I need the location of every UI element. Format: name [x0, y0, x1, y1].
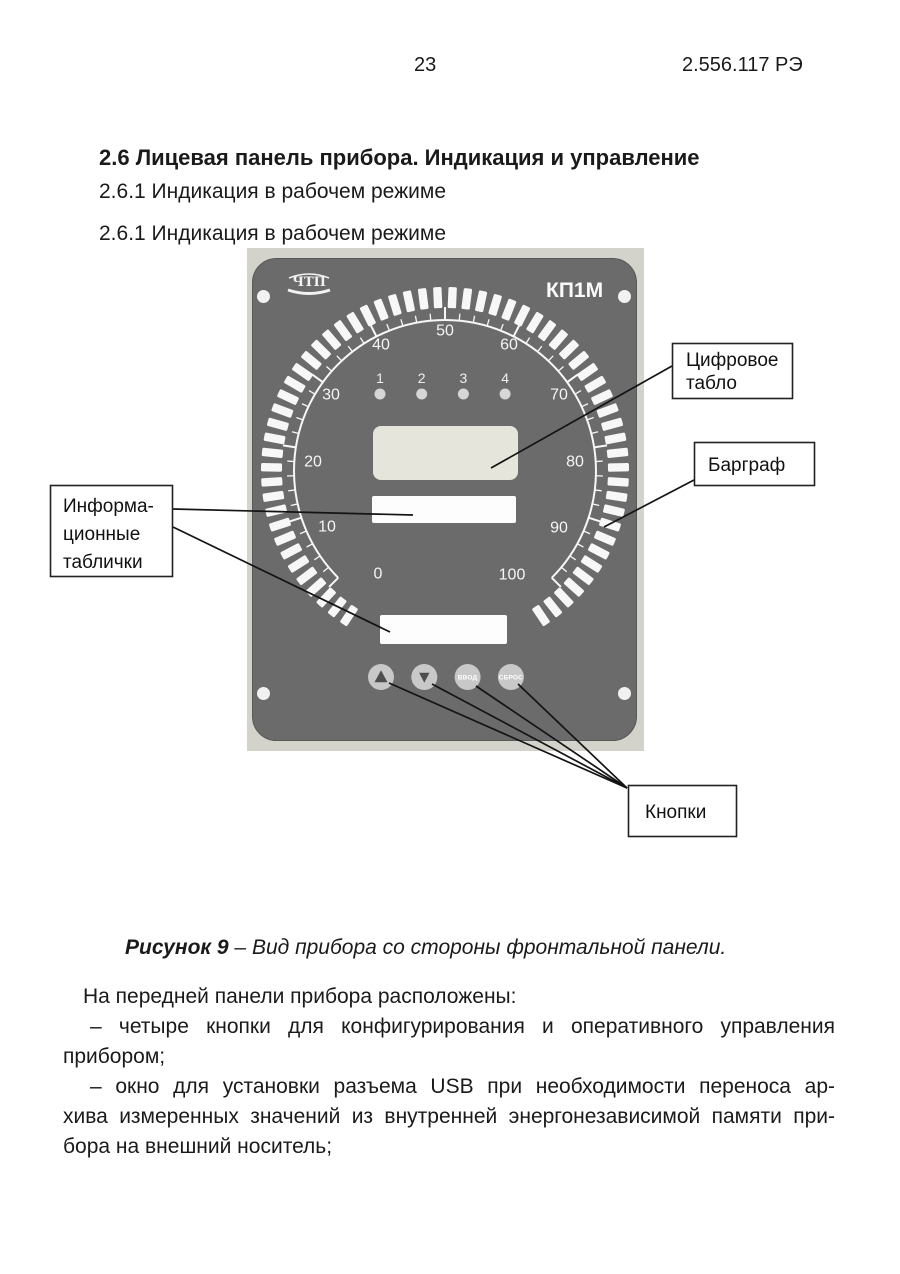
indicator-label-1: 1	[376, 370, 384, 386]
callout-digital-line1: Цифровое	[686, 350, 779, 371]
indicator-led-1	[375, 389, 386, 400]
section-heading: 2.6 Лицевая панель прибора. Индикация и управление	[99, 145, 700, 170]
body-line: бора на внешний носитель;	[63, 1135, 333, 1158]
scale-label-60: 60	[500, 336, 518, 354]
callout-buttons	[629, 786, 737, 837]
callout-info-line2: ционные	[63, 524, 141, 545]
callout-digital-display	[673, 344, 793, 399]
brand-logo-text: ЧТП	[292, 275, 326, 290]
figure-caption-label: Рисунок 9	[125, 936, 229, 959]
body-line: прибором;	[63, 1045, 166, 1068]
body-line: – четыре кнопки для конфигурирования и оперативного управления	[90, 1015, 835, 1038]
screw-top-left	[257, 290, 270, 303]
callout-bargraph-label: Барграф	[708, 455, 786, 476]
scale-minor-tick	[595, 490, 602, 491]
scale-minor-tick	[288, 490, 295, 491]
scale-minor-tick	[430, 314, 431, 321]
scale-label-100: 100	[498, 566, 526, 584]
figure-caption-text: – Вид прибора со стороны фронтальной панели.	[228, 936, 727, 959]
scale-label-30: 30	[322, 386, 340, 404]
callout-info-line1: Информа-	[63, 496, 154, 517]
screw-bottom-left	[257, 687, 270, 700]
body-line: – окно для установки разъема USB при необходимости переноса ар-	[90, 1075, 835, 1098]
info-plate-lower	[380, 615, 507, 644]
device-model-label: КП1М	[546, 279, 604, 302]
subsection-heading-2: 2.6.1 Индикация в рабочем режиме	[99, 222, 447, 245]
digital-display	[373, 426, 518, 480]
indicator-led-4	[500, 389, 511, 400]
callout-info-line3: таблички	[63, 552, 143, 573]
figure-device-front-panel	[0, 240, 900, 940]
body-line: На передней панели прибора расположены:	[83, 985, 517, 1008]
scale-label-10: 10	[318, 518, 336, 536]
subsection-heading-1: 2.6.1 Индикация в рабочем режиме	[99, 180, 447, 203]
bargraph-segment	[448, 287, 457, 308]
indicator-label-2: 2	[417, 370, 426, 386]
indicator-led-2	[416, 389, 427, 400]
scale-label-50: 50	[436, 322, 454, 340]
callout-info-plates	[51, 486, 173, 577]
page-number: 23	[414, 54, 437, 76]
scale-label-0: 0	[373, 565, 383, 583]
doc-code: 2.556.117 РЭ	[682, 54, 803, 76]
callout-buttons-label: Кнопки	[645, 802, 707, 823]
screw-top-right	[618, 290, 631, 303]
bargraph-segment	[261, 463, 282, 472]
info-plate-upper	[372, 496, 516, 523]
scale-label-70: 70	[550, 386, 568, 404]
button-label-ВВОД: ВВОД	[457, 674, 478, 682]
scale-minor-tick	[459, 314, 460, 321]
figure-caption	[125, 936, 726, 960]
bargraph-segment	[607, 477, 628, 487]
indicator-label-3: 3	[459, 370, 468, 386]
screw-bottom-right	[618, 687, 631, 700]
button-label-СБРОС: СБРОС	[498, 674, 524, 682]
bargraph-segment	[261, 477, 282, 487]
scale-label-20: 20	[304, 453, 322, 471]
bargraph-segment	[433, 287, 442, 308]
callout-bargraph	[695, 443, 815, 486]
body-text	[63, 982, 835, 1162]
scale-label-90: 90	[550, 519, 568, 537]
scale-label-80: 80	[566, 453, 584, 471]
bargraph-segment	[608, 463, 629, 472]
indicator-led-3	[458, 389, 469, 400]
body-line: хива измеренных значений из внутренней энергонезависимой памяти при-	[63, 1105, 835, 1128]
callout-digital-line2: табло	[686, 373, 737, 394]
scale-label-40: 40	[372, 336, 390, 354]
indicator-label-4: 4	[501, 370, 509, 386]
